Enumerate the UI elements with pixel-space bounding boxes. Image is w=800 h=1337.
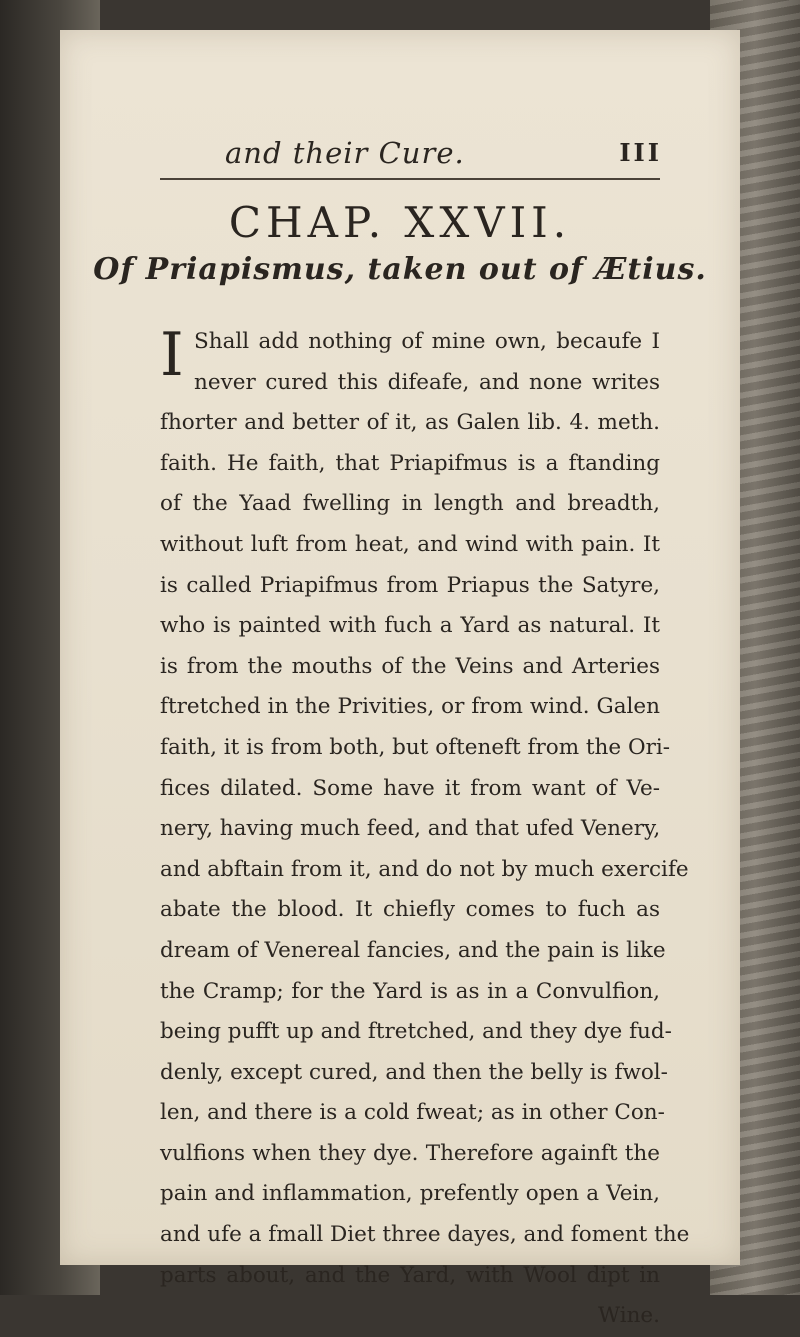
text-line: of the Yaad fwelling in length and breadth,: [160, 491, 660, 517]
text-line: is from the mouths of the Veins and Arteries: [160, 653, 660, 679]
chapter-subtitle: Of Priapismus, taken out of Ætius.: [93, 252, 707, 287]
text-line: faith, it is from both, but ofteneft from the Ori-: [160, 734, 671, 760]
text-line: without luft from heat, and wind with pain. It: [160, 531, 660, 557]
text-line: fhorter and better of it, as Galen lib. 4. meth.: [160, 410, 660, 436]
running-head: [60, 128, 740, 178]
text-line: denly, except cured, and then the belly is fwol-: [160, 1059, 668, 1085]
text-line: and abftain from it, and do not by much exercife: [160, 856, 689, 882]
book-page: [60, 30, 740, 1329]
text-line: is called Priapifmus from Priapus the Satyre,: [160, 572, 660, 598]
text-line: faith. He faith, that Priapifmus is a ftanding: [160, 450, 660, 476]
running-title: and their Cure.: [225, 136, 465, 170]
text-line: vulfions when they dye. Therefore againft the: [160, 1140, 660, 1166]
text-line: being pufft up and ftretched, and they dye fud-: [160, 1019, 672, 1045]
text-line: Shall add nothing of mine own, becaufe I: [194, 329, 660, 354]
text-line: nery, having much feed, and that ufed Venery,: [160, 816, 661, 842]
text-line: ftretched in the Privities, or from wind. Galen: [160, 694, 660, 720]
chapter-heading: CHAP. XXVII.: [228, 198, 572, 247]
text-line: len, and there is a cold fweat; as in other Con-: [160, 1100, 665, 1126]
text-line: who is painted with fuch a Yard as natural. It: [160, 613, 660, 639]
text-line: fices dilated. Some have it from want of Ve-: [160, 775, 660, 801]
body-text: [160, 322, 690, 1337]
text-line: never cured this difeafe, and none writes: [194, 369, 660, 395]
text-line: and ufe a fmall Diet three dayes, and foment the: [160, 1222, 690, 1248]
text-line: parts about, and the Yard, with Wool dipt in: [160, 1262, 660, 1288]
text-line: Wine.: [597, 1303, 660, 1329]
page-number: III: [619, 138, 662, 167]
text-line: the Cramp; for the Yard is as in a Convulfion,: [160, 978, 660, 1004]
text-line: dream of Venereal fancies, and the pain is like: [160, 937, 666, 963]
text-line: abate the blood. It chiefly comes to fuch as: [160, 897, 660, 923]
head-rule: [160, 178, 660, 180]
drop-cap: I: [160, 320, 184, 390]
text-line: pain and inflammation, prefently open a Vein,: [160, 1181, 660, 1207]
